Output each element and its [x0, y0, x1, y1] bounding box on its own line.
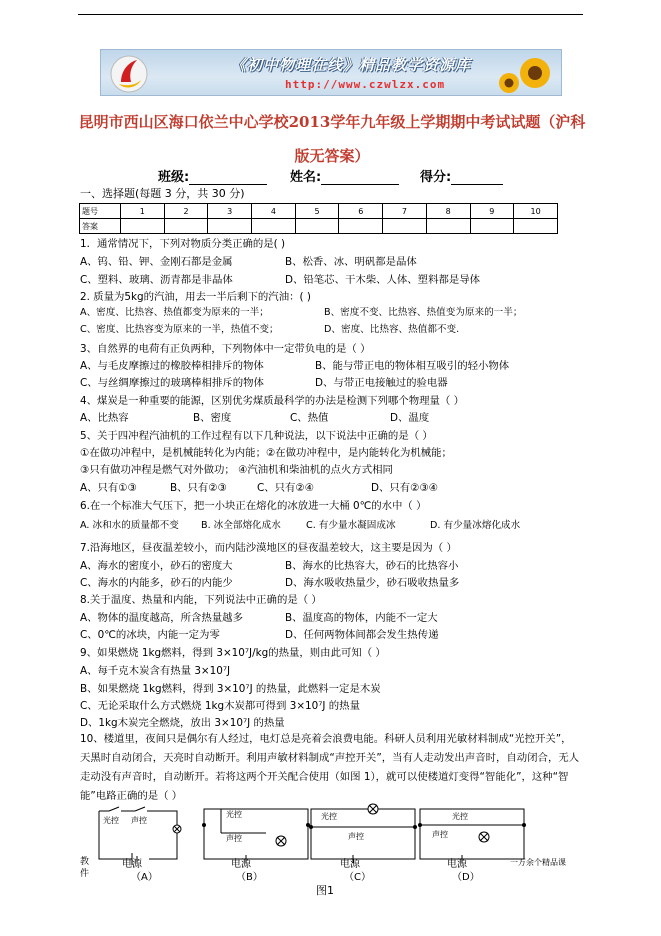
- question-5-option-b[interactable]: B、只有②③: [170, 482, 227, 494]
- answer-cell[interactable]: [339, 219, 383, 234]
- question-4-stem: 4、煤炭是一种重要的能源，区别优劣煤质最科学的办法是检测下列哪个物理量（ ）: [80, 395, 464, 407]
- question-5-option-a[interactable]: A、只有①③: [80, 482, 137, 494]
- question-7-stem: 7.沿海地区，昼夜温差较小，而内陆沙漠地区的昼夜温差较大，这主要是因为（ ）: [80, 542, 457, 554]
- switch-sound-label: 声控: [432, 830, 448, 839]
- question-5-option-c[interactable]: C、只有②④: [257, 482, 315, 494]
- question-6-option-d[interactable]: D. 有少量冰熔化成水: [430, 520, 521, 531]
- table-cell-number: 4: [252, 204, 296, 219]
- question-5-stem: 5、关于四冲程汽油机的工作过程有以下几种说法，以下说法中正确的是（ ）: [80, 430, 433, 442]
- table-cell-number: 9: [470, 204, 514, 219]
- name-label: 姓名:: [290, 170, 322, 185]
- figure-caption: 图1: [316, 884, 334, 897]
- class-label: 班级:: [158, 170, 190, 185]
- question-1-stem: 1．通常情况下，下列对物质分类正确的是( ): [80, 238, 286, 250]
- circuit-d-source-label: 电源: [447, 859, 467, 870]
- circuit-b-label: （B）: [236, 872, 263, 883]
- table-cell-number: 5: [295, 204, 339, 219]
- table-cell-number: 8: [426, 204, 470, 219]
- question-6-option-b[interactable]: B. 冰全部熔化成水: [201, 520, 281, 531]
- question-4-option-d[interactable]: D、温度: [390, 412, 430, 424]
- question-9-option-a[interactable]: A、每千克木炭含有热量 3×10⁷J: [80, 665, 231, 677]
- top-rule: [78, 14, 583, 15]
- site-logo-icon: [107, 52, 151, 94]
- answer-cell[interactable]: [295, 219, 339, 234]
- question-2-option-a[interactable]: A、密度、比热容、热值都变为原来的一半；: [80, 307, 269, 318]
- answer-cell[interactable]: [208, 219, 252, 234]
- switch-light-label: 光控: [103, 816, 119, 825]
- question-3-option-d[interactable]: D、与带正电接触过的验电器: [315, 377, 448, 389]
- question-6-option-a[interactable]: A. 冰和水的质量都不变: [80, 520, 179, 531]
- question-9-stem: 9、如果燃烧 1kg燃料，得到 3×10⁷J/kg的热量，则由此可知（ ）: [80, 647, 386, 659]
- question-8-option-b[interactable]: B、温度高的物体，内能不一定大: [285, 612, 438, 624]
- table-cell-number: 1: [121, 204, 165, 219]
- question-3-option-c[interactable]: C、与丝绸摩擦过的玻璃棒相排斥的物体: [80, 377, 264, 389]
- table-cell-number: 6: [339, 204, 383, 219]
- question-9-option-b[interactable]: B、如果燃烧 1kg燃料，得到 3×10⁷J 的热量，此燃料一定是木炭: [80, 683, 381, 695]
- question-2-stem: 2. 质量为5kg的汽油，用去一半后剩下的汽油：( ): [80, 291, 311, 303]
- site-url[interactable]: http://www.czwlzx.com: [285, 78, 446, 91]
- answer-cell[interactable]: [514, 219, 558, 234]
- circuit-b-diagram: [196, 803, 320, 871]
- answer-cell[interactable]: [383, 219, 427, 234]
- question-6-option-c[interactable]: C. 有少量水凝固成冰: [306, 520, 396, 531]
- question-3-stem: 3、自然界的电荷有正负两种，下列物体中一定带负电的是（ ）: [80, 343, 371, 355]
- question-5-statement-1: ①在做功冲程中，是机械能转化为内能；②在做功冲程中，是内能转化为机械能；: [80, 447, 452, 459]
- circuit-d-label: （D）: [452, 872, 480, 883]
- site-title: 《初中物理在线》精品教学资源库: [231, 56, 472, 74]
- switch-sound-label: 声控: [131, 816, 147, 825]
- question-4-option-c[interactable]: C、热值: [290, 412, 329, 424]
- table-row: [80, 204, 558, 219]
- switch-light-label: 光控: [226, 810, 242, 819]
- question-2-option-c[interactable]: C、密度、比热容变为原来的一半，热值不变；: [80, 324, 279, 335]
- score-label: 得分:: [420, 170, 452, 185]
- question-7-option-a[interactable]: A、海水的密度小，砂石的密度大: [80, 560, 233, 572]
- table-cell-number: 2: [164, 204, 208, 219]
- switch-sound-label: 声控: [348, 832, 364, 841]
- question-9-option-c[interactable]: C、无论采取什么方式燃烧 1kg木炭都可得到 3×10⁷J 的热量: [80, 700, 360, 712]
- answer-table: [79, 203, 558, 234]
- answer-cell[interactable]: [164, 219, 208, 234]
- right-margin-note: 一万余个精品课: [510, 858, 566, 867]
- circuit-b-source-label: 电源: [231, 859, 251, 870]
- question-10-stem: 10、楼道里，夜间只是偶尔有人经过，电灯总是亮着会浪费电能。科研人员利用光敏材料制成“光控开关”，天黑时自动闭合，天亮时自动断开。利用声敏材料制成“声控开关”，当有人走动发出声音时，自动闭合，无人走动没有声音时，自动断开。若将这两个开关配合使用（如图 1），就可以使楼道灯变得“智能化”，这种“智能”电路正确的是（ ）: [80, 733, 580, 802]
- question-6-stem: 6.在一个标准大气压下，把一小块正在熔化的冰放进一大桶 0℃的水中（ ）: [80, 500, 427, 512]
- circuit-c-diagram: [303, 803, 427, 871]
- question-7-option-d[interactable]: D、海水吸收热量少，砂石吸收热量多: [285, 577, 460, 589]
- score-field[interactable]: [420, 166, 503, 185]
- question-2-option-d[interactable]: D、密度、比热容、热值都不变.: [324, 324, 460, 335]
- table-row: [80, 219, 558, 234]
- table-cell-number: 7: [383, 204, 427, 219]
- site-banner: [100, 49, 562, 96]
- question-8-option-a[interactable]: A、物体的温度越高，所含热量越多: [80, 612, 243, 624]
- answer-cell[interactable]: [470, 219, 514, 234]
- table-header-number: 题号: [80, 204, 121, 219]
- class-field[interactable]: [158, 166, 267, 185]
- circuit-a-source-label: 电源: [122, 859, 142, 870]
- sunflower-icon: [495, 53, 555, 95]
- name-blank[interactable]: [321, 184, 399, 185]
- score-blank[interactable]: [451, 184, 503, 185]
- table-cell-number: 10: [514, 204, 558, 219]
- circuit-a-diagram: [87, 803, 211, 871]
- answer-cell[interactable]: [121, 219, 165, 234]
- answer-cell[interactable]: [252, 219, 296, 234]
- question-8-option-c[interactable]: C、0℃的冰块，内能一定为零: [80, 629, 220, 641]
- switch-light-label: 光控: [321, 812, 337, 821]
- exam-title: 昆明市西山区海口依兰中心学校2013学年九年级上学期期中考试试题（沪科版无答案）: [78, 113, 586, 165]
- circuit-c-label: （C）: [344, 872, 371, 883]
- question-9-option-d[interactable]: D、1kg木炭完全燃烧，放出 3×10⁷J 的热量: [80, 717, 285, 729]
- circuit-a-label: （A）: [131, 872, 158, 883]
- section-heading: 一、选择题(每题 3 分，共 30 分): [80, 187, 245, 200]
- switch-sound-label: 声控: [226, 834, 242, 843]
- question-1-option-d[interactable]: D、铅笔芯、干木柴、人体、塑料都是导体: [285, 274, 481, 286]
- question-1-option-a[interactable]: A、钨、铅、钾、金刚石都是金属: [80, 256, 233, 268]
- question-5-option-d[interactable]: D、只有②③④: [371, 482, 439, 494]
- question-4-option-b[interactable]: B、密度: [193, 412, 232, 424]
- question-1-option-b[interactable]: B、松香、冰、明矾都是晶体: [285, 256, 417, 268]
- question-7-option-c[interactable]: C、海水的内能多，砂石的内能少: [80, 577, 233, 589]
- question-5-statement-2: ③只有做功冲程是燃气对外做功； ④汽油机和柴油机的点火方式相同: [80, 464, 393, 476]
- table-cell-number: 3: [208, 204, 252, 219]
- circuit-c-source-label: 电源: [340, 859, 360, 870]
- question-8-option-d[interactable]: D、任何两物体间都会发生热传递: [285, 629, 439, 641]
- question-3-option-b[interactable]: B、能与带正电的物体相互吸引的轻小物体: [315, 360, 510, 372]
- question-4-option-a[interactable]: A、比热容: [80, 412, 129, 424]
- answer-cell[interactable]: [426, 219, 470, 234]
- question-8-stem: 8.关于温度、热量和内能，下列说法中正确的是（ ）: [80, 594, 322, 606]
- question-7-option-b[interactable]: B、海水的比热容大，砂石的比热容小: [285, 560, 459, 572]
- left-margin-note: 教件: [80, 857, 90, 879]
- table-header-answer: 答案: [80, 219, 121, 234]
- question-2-option-b[interactable]: B、密度不变、比热容、热值变为原来的一半；: [324, 307, 523, 318]
- question-1-option-c[interactable]: C、塑料、玻璃、沥青都是非晶体: [80, 274, 233, 286]
- name-field[interactable]: [290, 166, 399, 185]
- question-3-option-a[interactable]: A、与毛皮摩擦过的橡胶棒相排斥的物体: [80, 360, 264, 372]
- switch-light-label: 光控: [452, 812, 468, 821]
